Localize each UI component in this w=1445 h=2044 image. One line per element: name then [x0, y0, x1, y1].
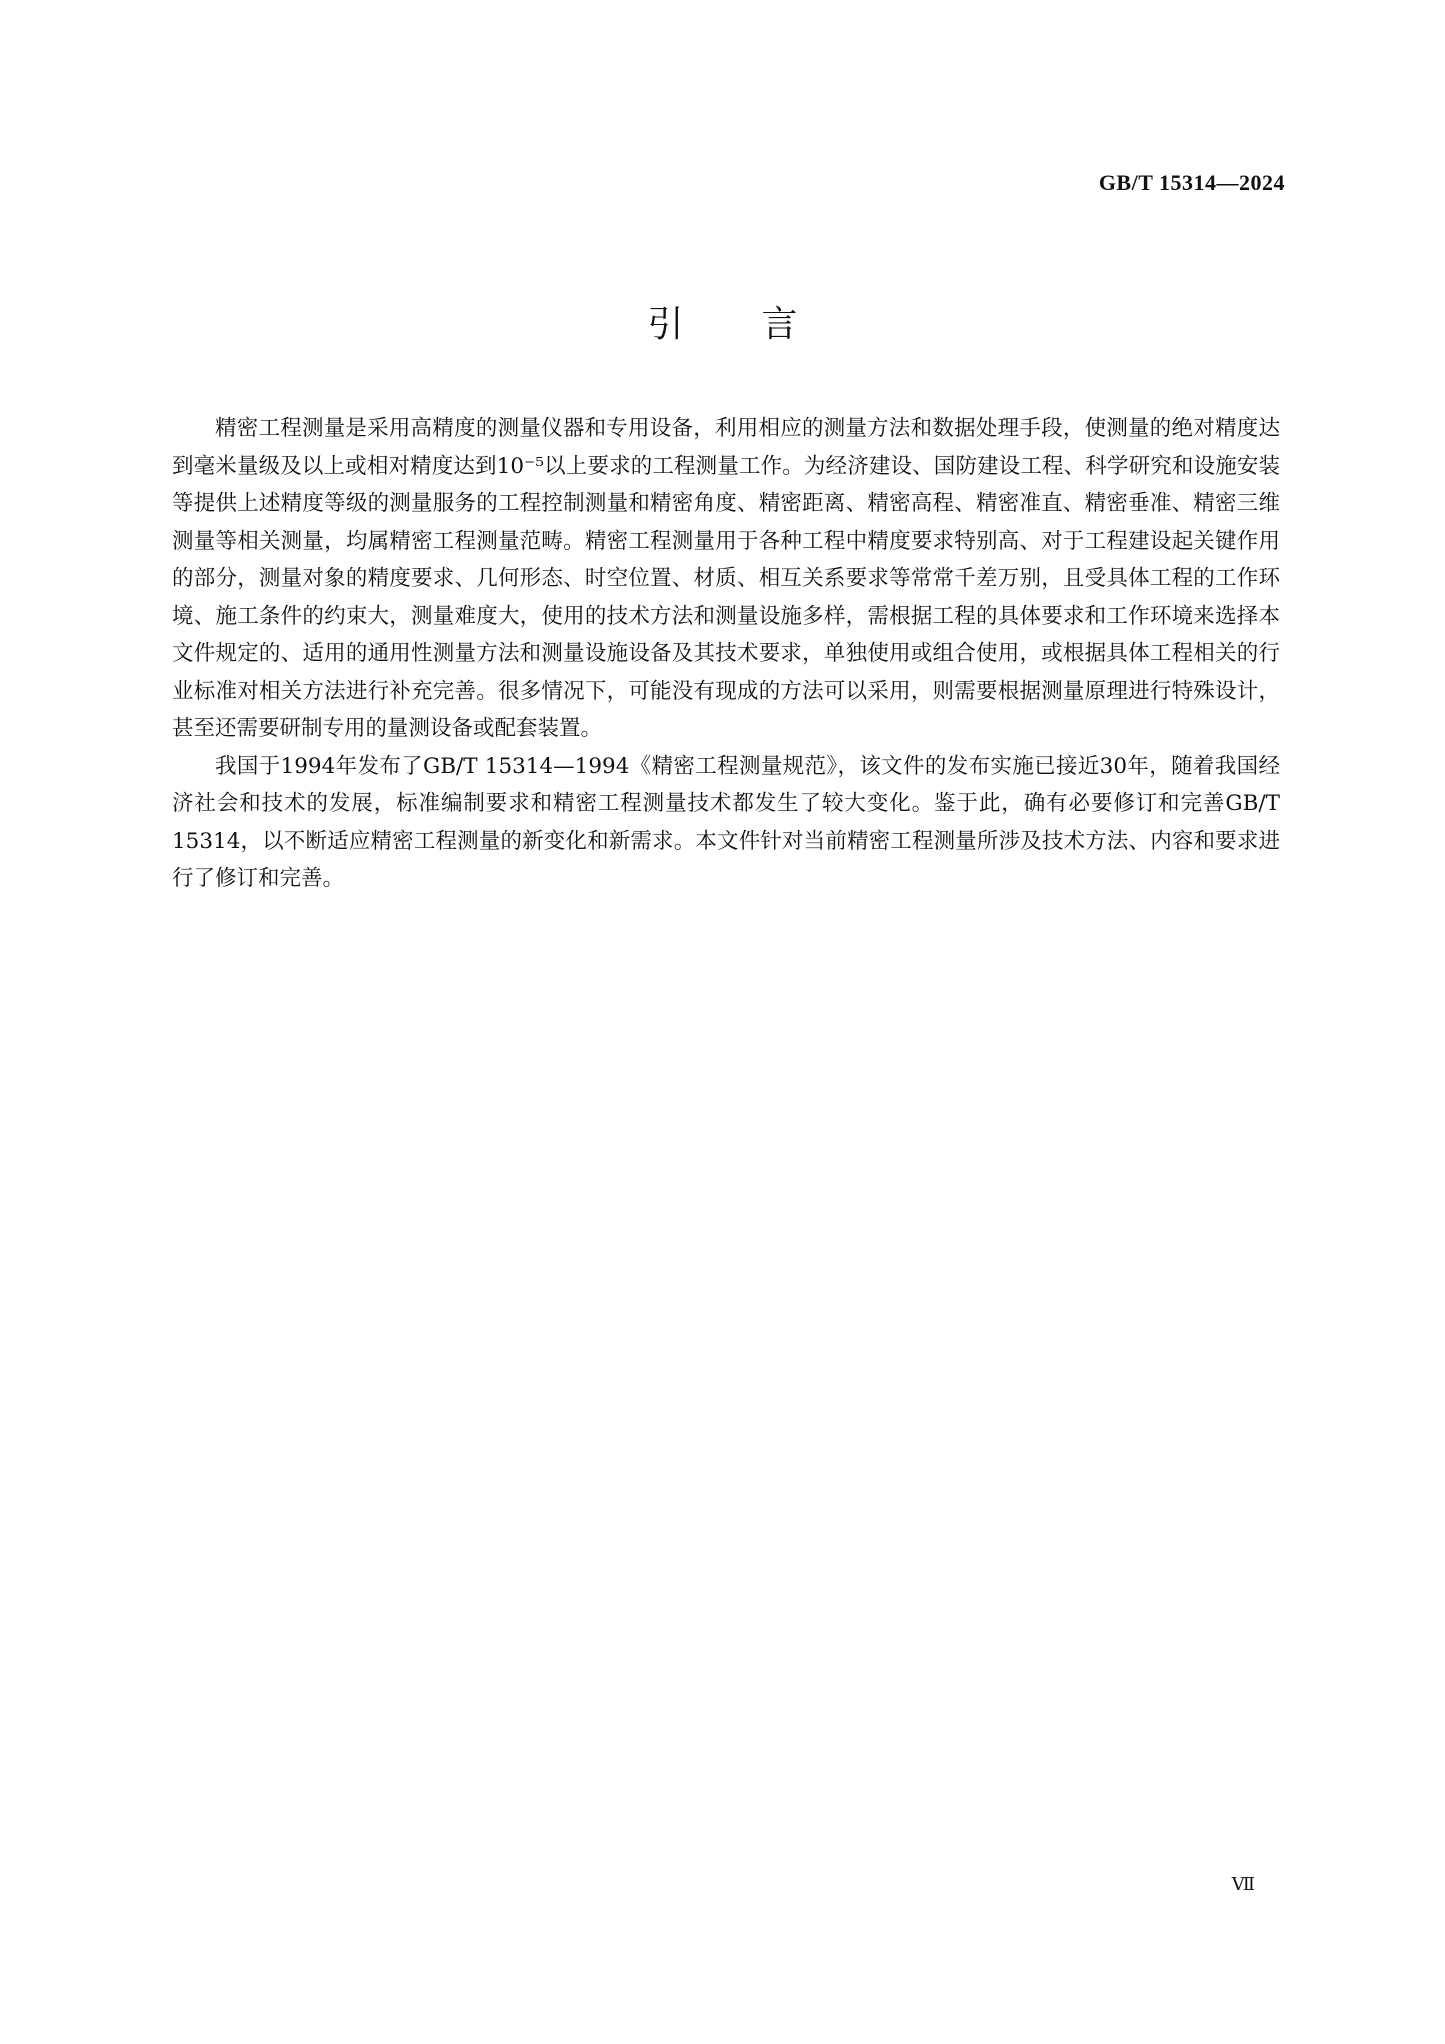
standard-number: GB/T 15314—2024	[1098, 170, 1285, 195]
page-number: Ⅶ	[1231, 1874, 1255, 1894]
body-text	[172, 410, 1280, 898]
section-title: 引言	[647, 304, 876, 345]
paragraph-1: 精密工程测量是采用高精度的测量仪器和专用设备，利用相应的测量方法和数据处理手段，使测量的绝对精度达到毫米量级及以上或相对精度达到10⁻⁵以上要求的工程测量工作。为经济建设、国防建设工程、科学研究和设施安装等提供上述精度等级的测量服务的工程控制测量和精密角度、精密距离、精密高程、精密准直、精密垂准、精密三维测量等相关测量，均属精密工程测量范畴。精密工程测量用于各种工程中精度要求特别高、对于工程建设起关键作用的部分，测量对象的精度要求、几何形态、时空位置、材质、相互关系要求等常常千差万别，且受具体工程的工作环境、施工条件的约束大，测量难度大，使用的技术方法和测量设施多样，需根据工程的具体要求和工作环境来选择本文件规定的、适用的通用性测量方法和测量设施设备及其技术要求，单独使用或组合使用，或根据具体工程相关的行业标准对相关方法进行补充完善。很多情况下，可能没有现成的方法可以采用，则需要根据测量原理进行特殊设计，甚至还需要研制专用的量测设备或配套装置。	[172, 416, 1280, 741]
paragraph-2: 我国于1994年发布了GB/T 15314—1994《精密工程测量规范》，该文件的发布实施已接近30年，随着我国经济社会和技术的发展，标准编制要求和精密工程测量技术都发生了较大变化。鉴于此，确有必要修订和完善GB/T 15314，以不断适应精密工程测量的新变化和新需求。本文件针对当前精密工程测量所涉及技术方法、内容和要求进行了修订和完善。	[172, 753, 1280, 891]
